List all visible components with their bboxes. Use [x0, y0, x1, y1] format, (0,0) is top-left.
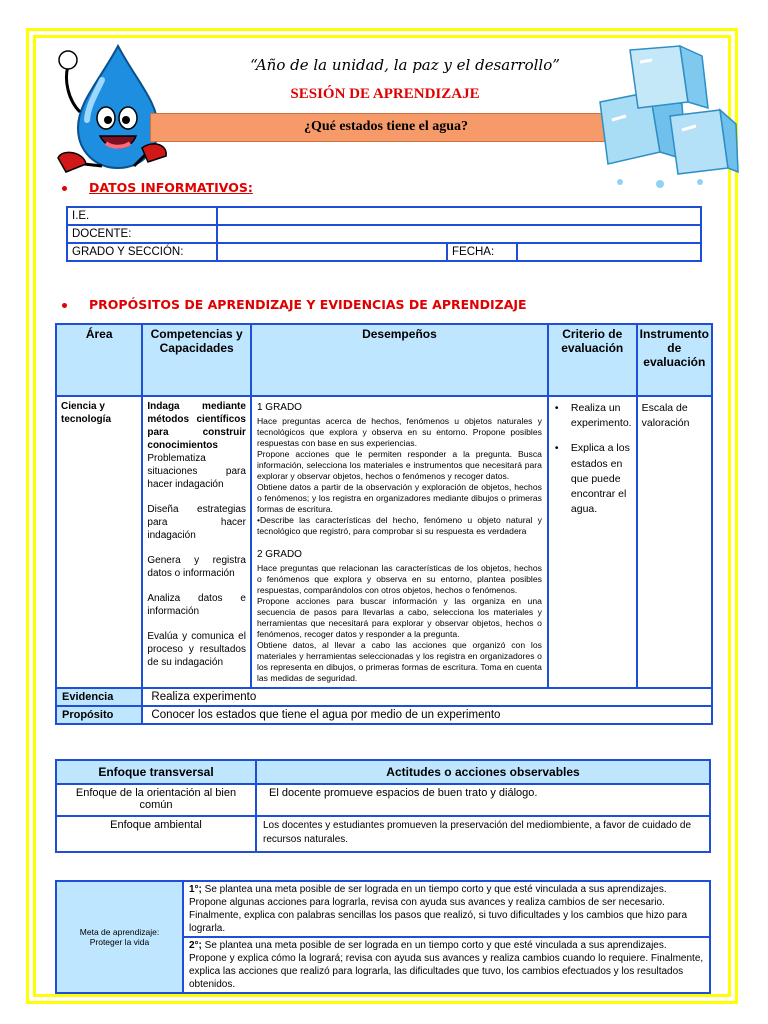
grado-field[interactable]	[217, 243, 447, 261]
grado1-title: 1 GRADO	[256, 402, 302, 413]
bullet-icon: •	[554, 442, 559, 455]
docente-label: DOCENTE:	[67, 225, 217, 243]
session-question: ¿Qué estados tiene el agua?	[303, 119, 469, 134]
evidencia-value: Realiza experimento	[142, 688, 712, 706]
instrumento-cell: Escala de valoración	[637, 396, 712, 688]
meta-table	[55, 880, 711, 994]
col-desempenos: Desempeños	[251, 324, 548, 396]
col-criterio: Criterio de evaluación	[548, 324, 637, 396]
enfoque-cell: Enfoque ambiental	[56, 816, 256, 852]
capacidad-item: Problematiza situaciones para hacer indagación	[147, 453, 246, 490]
actitud-cell: El docente promueve espacios de buen trato y diálogo.	[256, 784, 710, 816]
criterio-item: • Explica a los estados en que puede encontrar el agua.	[555, 441, 632, 517]
bullet-icon	[62, 186, 67, 191]
proposito-label: Propósito	[56, 706, 142, 724]
enfoques-table	[55, 759, 711, 853]
docente-field[interactable]	[217, 225, 701, 243]
propositos-table	[55, 323, 713, 725]
desempenos-cell	[251, 396, 548, 688]
grado2-title: 2 GRADO	[256, 548, 302, 560]
meta-sublabel: Proteger la vida	[89, 937, 150, 947]
ice-cubes-icon	[590, 42, 740, 192]
desempeno-item: Propone acciones que le permiten responder a la pregunta. Busca información, selecciona los materiales e instrumentos que necesitará para explorar y observar objetos, hechos o fenómenos y recoger datos.	[256, 448, 542, 481]
question-banner	[150, 113, 622, 142]
grado-label: GRADO Y SECCIÓN:	[67, 243, 217, 261]
proposito-value: Conocer los estados que tiene el agua por medio de un experimento	[142, 706, 712, 724]
evidencia-label: Evidencia	[56, 688, 142, 706]
datos-table	[66, 206, 702, 262]
enfoque-cell: Enfoque de la orientación al bien común	[56, 784, 256, 816]
capacidad-item: Diseña estrategias para hacer indagación	[147, 504, 246, 541]
competencia-text: Indaga mediante métodos científicos para construir conocimientos	[147, 401, 246, 451]
desempeno-item: Propone acciones para buscar información y las organiza en una secuencia de pasos para llevarlas a cabo, selecciona los materiales y herramientas que necesitará para explorar y observar objetos, hechos o fenómenos, recoger datos y responder a la pregunta.	[256, 595, 542, 639]
propositos-heading: PROPÓSITOS DE APRENDIZAJE Y EVIDENCIAS DE APRENDIZAJE	[62, 297, 527, 312]
datos-heading: DATOS INFORMATIVOS:	[62, 180, 253, 195]
meta-grado2: 2°; Se plantea una meta posible de ser lograda en un tiempo corto y que esté vinculada a sus aprendizajes. Propone y explica cómo la logrará; revisa con ayuda sus avances y realiza cambios cuando lo requiere. Finalmente, explica las acciones que realizó para lograrla, las dificultades que tuvo, los cambios efectuados y los resultados obtenidos.	[183, 937, 710, 993]
col-enfoque: Enfoque transversal	[56, 760, 256, 784]
desempeno-item: Hace preguntas que relacionan las características de los objetos, hechos o fenómenos que explora y observa en su entorno, plantea posibles respuestas, comparándolos con otros objetos, hechos o fenómenos.	[256, 562, 542, 595]
meta-grado1: 1°; Se plantea una meta posible de ser lograda en un tiempo corto y que esté vinculada a sus aprendizajes. Propone algunas acciones para lograrla, revisa con ayuda sus avances y realiza cambios de ser necesario. Finalmente, explica con palabras sencillas los pasos que realizó, si tuvo dificultades y los cambios que hizo para lograrla.	[183, 881, 710, 937]
col-actitudes: Actitudes o acciones observables	[256, 760, 710, 784]
ie-field[interactable]	[217, 207, 701, 225]
bullet-icon	[62, 303, 67, 308]
session-title: SESIÓN DE APRENDIZAJE	[290, 86, 480, 102]
meta-label: Meta de aprendizaje:	[79, 927, 160, 937]
desempeno-item: Obtiene datos a partir de la observación y exploración de objetos, hechos o fenómenos; y los registra en organizadores mediante dibujos o primeras formas de escritura.	[256, 481, 542, 514]
actitud-cell: Los docentes y estudiantes promueven la preservación del mediombiente, a favor de cuidado de recursos naturales.	[256, 816, 710, 852]
col-area: Área	[56, 324, 142, 396]
col-instrumento: Instrumento de evaluación	[637, 324, 712, 396]
water-drop-mascot-icon	[40, 40, 200, 175]
meta-label-cell	[56, 881, 183, 993]
desempeno-item: Obtiene datos, al llevar a cabo las acciones que organizó con los materiales y herramientas seleccionadas y los registra en organizadores o los representa en dibujos, o primeras formas de escritura. Toma en cuenta las medidas de seguridad.	[256, 639, 542, 683]
ie-label: I.E.	[67, 207, 217, 225]
fecha-label: FECHA:	[447, 243, 517, 261]
desempeno-item: Hace preguntas acerca de hechos, fenómenos u objetos naturales y tecnológicos que explora y observa en su entorno. Propone posibles respuestas con base en sus experiencias.	[256, 415, 542, 448]
col-competencias: Competencias y Capacidades	[142, 324, 251, 396]
bullet-icon: •	[554, 402, 559, 414]
area-cell: Ciencia y tecnología	[56, 396, 142, 688]
criterio-cell	[548, 396, 637, 688]
capacidad-item: Genera y registra datos o información	[147, 555, 246, 579]
capacidad-item: Evalúa y comunica el proceso y resultados de su indagación	[147, 631, 246, 668]
competencias-cell	[142, 396, 251, 688]
capacidad-item: Analiza datos e información	[147, 593, 246, 617]
fecha-field[interactable]	[517, 243, 701, 261]
motto: “Año de la unidad, la paz y el desarrollo”	[250, 56, 560, 74]
criterio-item: • Realiza un experimento.	[555, 401, 632, 431]
desempeno-item: •Describe las características del hecho, fenómeno u objeto natural y tecnológico que registró, para comprobar si su respuesta es verdadera	[256, 514, 542, 536]
